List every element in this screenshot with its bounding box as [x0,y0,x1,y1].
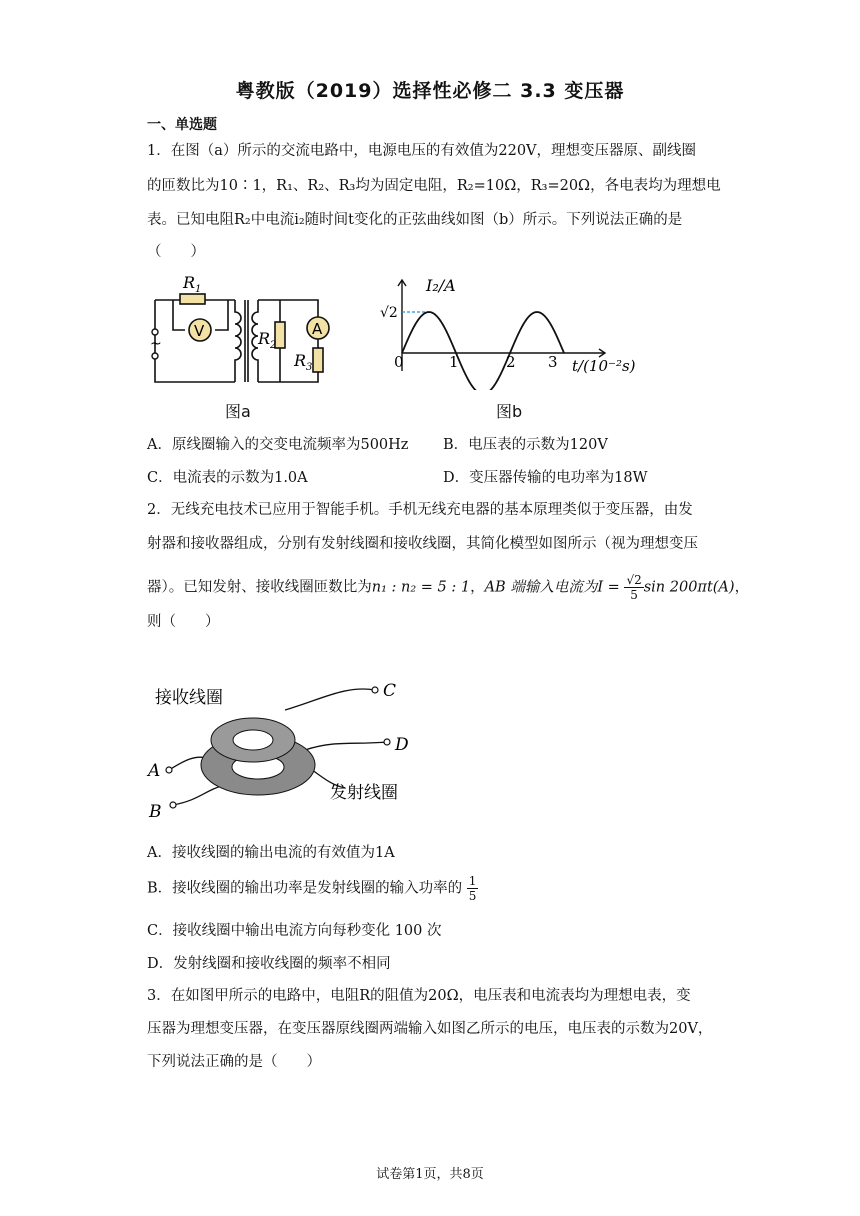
q2-turns-ratio: n₁ : n₂ = 5 : 1 [371,579,471,596]
q1-graph-tick-0: 0 [394,353,404,371]
q2-receive-coil-label: 接收线圈 [155,688,223,708]
page-title: 粤教版（2019）选择性必修二 3.3 变压器 [235,80,625,102]
q1-stem-line2: 的匝数比为10∶1，R₁、R₂、R₃均为固定电阻，R₂=10Ω，R₃=20Ω，各电表均为理想电 [147,178,721,194]
q2-coil-figure [145,680,445,820]
q1-r1-label: $R_1$ [183,273,202,295]
q2-option-b[interactable]: B．接收线圈的输出功率是发射线圈的输入功率的 $\frac{1}{5}$ [147,874,477,903]
q1-option-c[interactable]: C．电流表的示数为1.0A [147,470,308,486]
q2-option-b-fraction: $\frac{1}{5}$ [468,874,477,903]
q3-stem-line2: 压器为理想变压器，在变压器原线圈两端输入如图乙所示的电压，电压表的示数为20V， [147,1021,713,1037]
q1-stem-line1: 1．在图（a）所示的交流电路中，电源电压的有效值为220V，理想变压器原、副线圈 [147,143,697,159]
q1-option-a[interactable]: A．原线圈输入的交变电流频率为500Hz [147,437,409,453]
q2-terminal-a: A [148,761,161,781]
q2-current-fraction: $\frac{√2}{5}$ [626,573,642,602]
q1-sine-curve [402,312,564,390]
q1-voltmeter-label: V [194,322,205,340]
q1-ammeter-label: A [312,320,323,338]
q1-graph-tick-2: 2 [506,353,516,371]
q2-terminal-c: C [383,681,397,701]
q2-option-d[interactable]: D．发射线圈和接收线圈的频率不相同 [147,956,391,972]
q1-r2-label: $R_2$ [258,329,277,351]
q2-stem-line1: 2．无线充电技术已应用于智能手机。手机无线充电器的基本原理类似于变压器，由发 [147,502,693,518]
q1-stem-line4: （ ） [147,244,205,260]
section-heading: 一、单选题 [147,117,217,133]
q3-stem-line3: 下列说法正确的是（ ） [147,1054,321,1070]
q2-terminal-b: B [149,802,162,820]
q1-graph-ylabel: I₂/A [426,276,456,295]
q1-graph-figure-b [370,275,650,390]
q1-figure-b-caption: 图b [496,402,523,421]
q2-transmit-coil-label: 发射线圈 [330,783,398,803]
q2-option-a[interactable]: A．接收线圈的输出电流的有效值为1A [147,845,395,861]
q1-r3-label: $R_3$ [294,351,313,373]
q3-stem-line1: 3．在如图甲所示的电路中，电阻R的阻值为20Ω，电压表和电流表均为理想电表，变 [147,988,691,1004]
q2-stem-line2: 射器和接收器组成，分别有发射线圈和接收线圈，其简化模型如图所示（视为理想变压 [147,536,698,552]
q1-graph-tick-1: 1 [449,353,459,371]
q1-source-symbol: ~ [150,336,162,352]
q1-stem-line3: 表。已知电阻R₂中电流i₂随时间t变化的正弦曲线如图（b）所示。下列说法正确的是 [147,212,683,228]
q2-terminal-d: D [395,735,409,755]
q1-circuit-figure-a [140,270,350,395]
q1-graph-ymax-label: √2 [380,305,398,321]
q1-option-d[interactable]: D．变压器传输的电功率为18W [443,470,648,486]
q2-stem-line3: 器）。已知发射、接收线圈匝数比为n₁ : n₂ = 5 : 1，AB 端输入电流为I = $\frac{√2}{5}$ sin 200πt(A)， [147,573,750,602]
q2-stem-line4: 则（ ） [147,614,220,630]
q2-current-formula: I = [597,579,620,596]
q2-option-c[interactable]: C．接收线圈中输出电流方向每秒变化 100 次 [147,923,442,939]
q1-graph-xlabel: t/(10⁻²s) [572,357,636,375]
q1-figure-a-caption: 图a [225,402,251,421]
page-footer: 试卷第1页，共8页 [376,1167,484,1182]
q1-option-b[interactable]: B．电压表的示数为120V [443,437,608,453]
q1-graph-tick-3: 3 [548,353,558,371]
